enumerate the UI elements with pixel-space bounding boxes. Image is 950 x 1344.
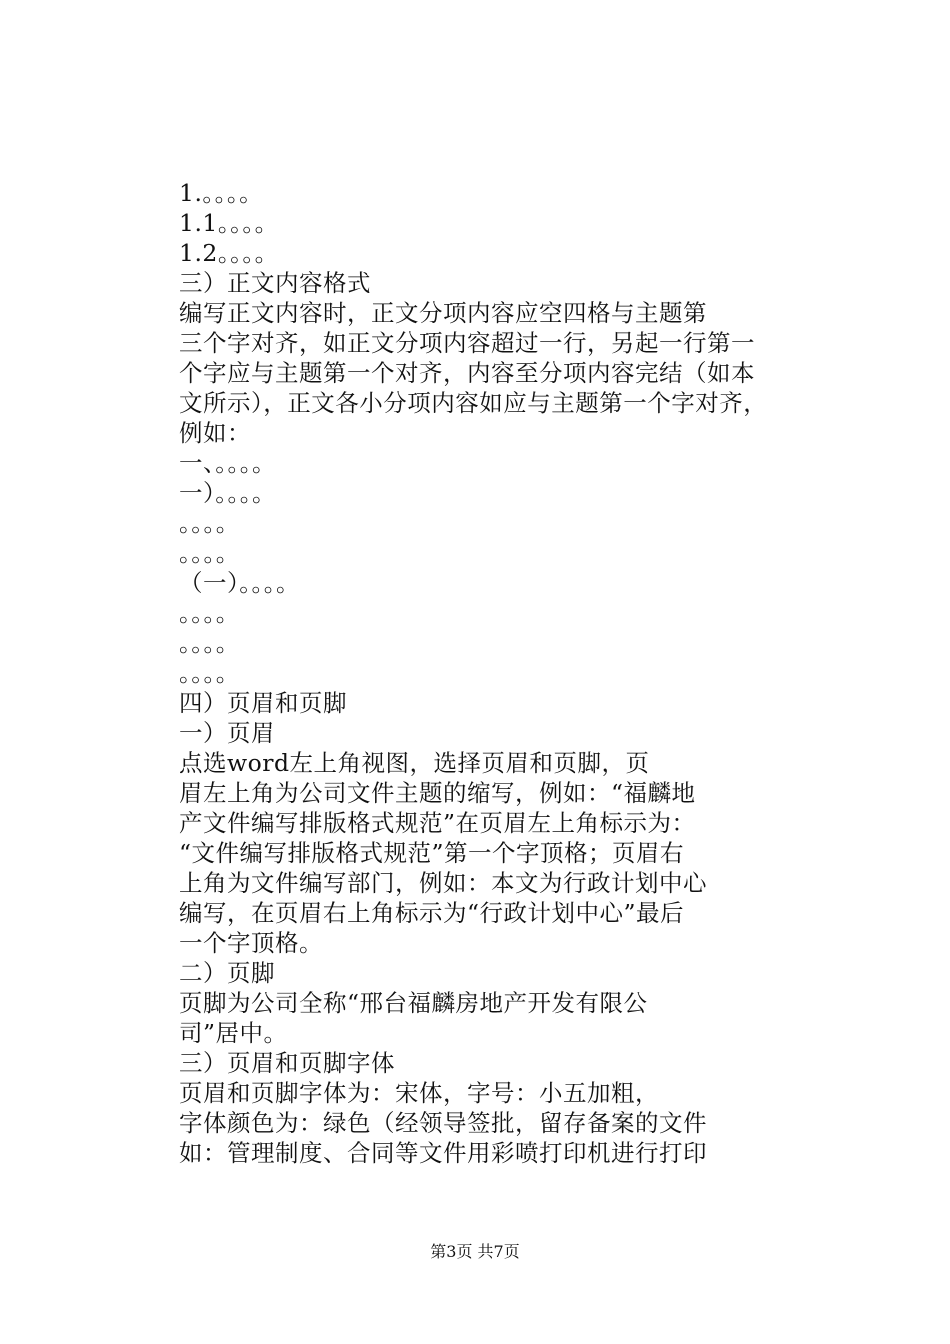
document-line: 三个字对齐，如正文分项内容超过一行，另起一行第一 [179,329,755,357]
document-line: 字体颜色为：绿色（经领导签批，留存备案的文件 [179,1109,707,1137]
document-line: 二）页脚 [179,959,275,987]
document-line: 四）页眉和页脚 [179,689,347,717]
document-line: 一）。。。。 [179,479,276,507]
document-line: 眉左上角为公司文件主题的缩写，例如：“福麟地 [179,779,696,807]
document-line: 三）页眉和页脚字体 [179,1049,395,1077]
document-line: 点选word左上角视图，选择页眉和页脚，页 [179,749,650,777]
document-line: 个字应与主题第一个对齐，内容至分项内容完结（如本 [179,359,755,387]
document-line: 一）页眉 [179,719,275,747]
document-line: 一、。。。。 [179,449,276,477]
document-line: 。。。。 [179,599,240,627]
document-line: “文件编写排版格式规范”第一个字顶格；页眉右 [179,839,685,867]
document-line: 页眉和页脚字体为：宋体，字号：小五加粗， [179,1079,659,1107]
document-body [179,178,819,1168]
document-line: 上角为文件编写部门，例如：本文为行政计划中心 [179,869,707,897]
document-line: 。。。。 [179,659,240,687]
document-line: 例如： [179,419,251,447]
document-line: 1.。。。。 [179,179,264,207]
document-line: 1.1。。。。 [179,209,279,237]
document-line: 编写，在页眉右上角标示为“行政计划中心”最后 [179,899,685,927]
document-line: 司”居中。 [179,1019,288,1047]
document-line: 产文件编写排版格式规范”在页眉左上角标示为： [179,809,696,837]
document-line: （一）。。。。 [179,569,300,597]
page-footer: 第3页 共7页 [430,1242,520,1261]
document-line: 。。。。 [179,629,240,657]
document-line: 三）正文内容格式 [179,269,371,297]
document-line: 如：管理制度、合同等文件用彩喷打印机进行打印 [179,1139,707,1167]
document-line: 。。。。 [179,539,240,567]
document-line: 一个字顶格。 [179,929,323,957]
document-line: 编写正文内容时，正文分项内容应空四格与主题第 [179,299,707,327]
document-line: 页脚为公司全称“邢台福麟房地产开发有限公 [179,989,648,1017]
document-line: 文所示），正文各小分项内容如应与主题第一个字对齐， [179,389,768,417]
document-line: 1.2。。。。 [179,239,279,267]
document-line: 。。。。 [179,509,240,537]
